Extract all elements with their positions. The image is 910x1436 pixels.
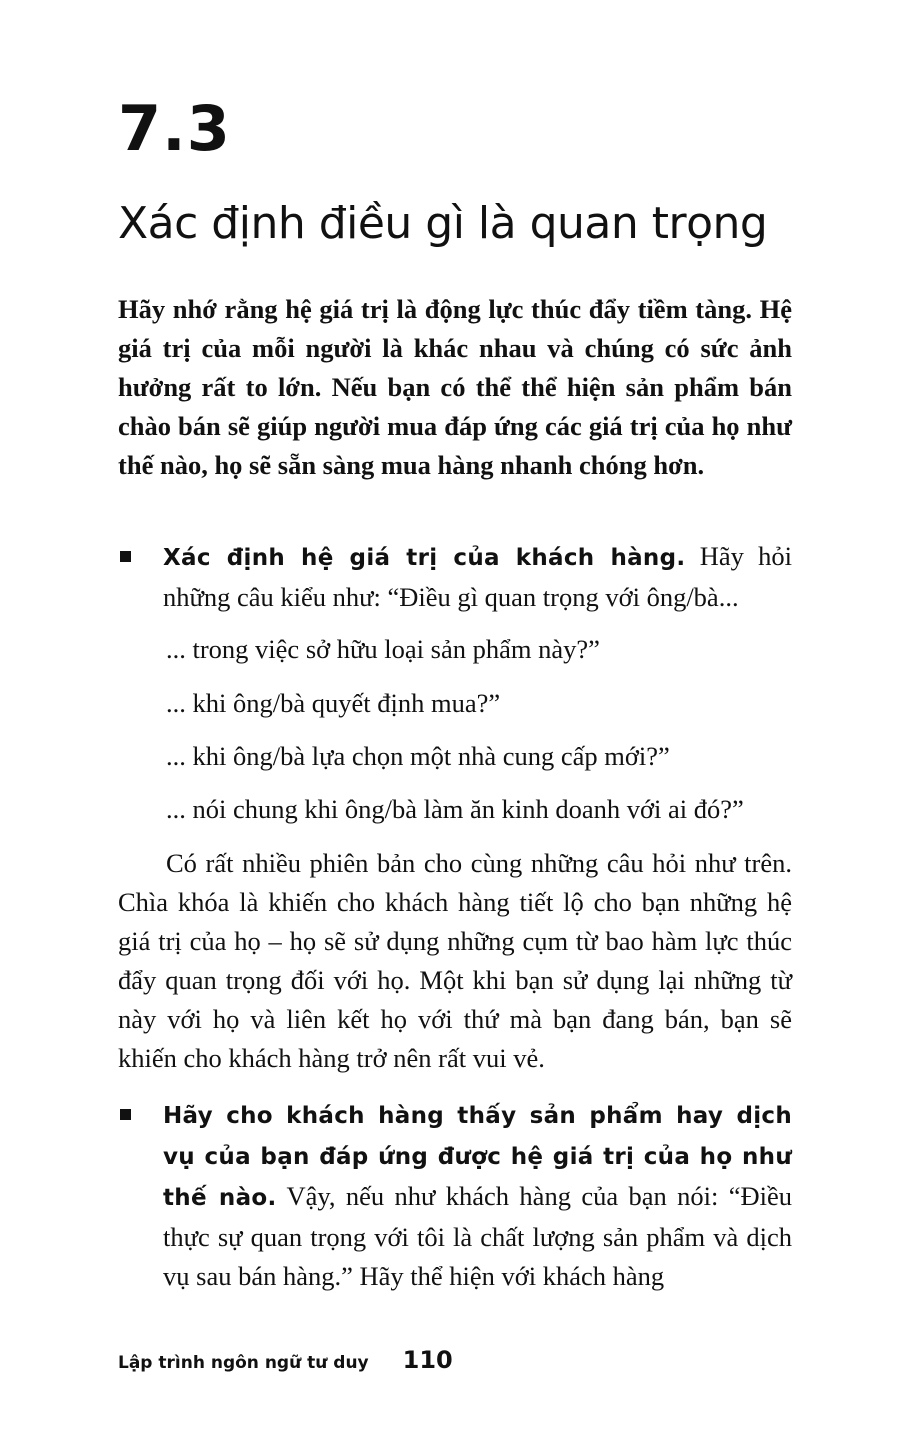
question-line: ... khi ông/bà lựa chọn một nhà cung cấp mới?” bbox=[166, 741, 670, 771]
bullet-lead: Xác định hệ giá trị của khách hàng. bbox=[163, 545, 686, 571]
bullet-body: Hãy hỏi những câu kiểu như: “Điều gì quan trọng với ông/bà... bbox=[163, 541, 793, 612]
bullet-show-product-values bbox=[118, 1095, 792, 1296]
bullet-text bbox=[163, 1095, 792, 1296]
bullet-body: Vậy, nếu như khách hàng của bạn nói: “Điều thực sự quan trọng với tôi là chất lượng sản phẩm và dịch vụ sau bán hàng.” Hãy thể hiện với khách hàng bbox=[163, 1181, 792, 1291]
section-number: 7.3 bbox=[118, 92, 231, 165]
question-line: ... trong việc sở hữu loại sản phẩm này?” bbox=[166, 634, 600, 664]
square-bullet-icon bbox=[120, 551, 131, 562]
book-title-part1: Lập trình bbox=[118, 1353, 205, 1373]
bullet-lead: Hãy cho khách hàng thấy sản phẩm hay dịch vụ của bạn đáp ứng được hệ giá trị của họ như thế nào. bbox=[163, 1103, 792, 1211]
page-number: 110 bbox=[402, 1346, 453, 1374]
book-title bbox=[118, 1353, 369, 1373]
book-title-part2: ngôn ngữ tư duy bbox=[210, 1353, 369, 1373]
section-title: Xác định điều gì là quan trọng bbox=[118, 198, 768, 249]
body-paragraph: Có rất nhiều phiên bản cho cùng những câu hỏi như trên. Chìa khóa là khiến cho khách hàng tiết lộ cho bạn những hệ giá trị của họ – họ sẽ sử dụng những cụm từ bao hàm lực thúc đẩy quan trọng đối với họ. Một khi bạn sử dụng lại những từ này với họ và liên kết họ với thứ mà bạn đang bán, bạn sẽ khiến cho khách hàng trở nên rất vui vẻ. bbox=[118, 848, 792, 1073]
question-line: ... khi ông/bà quyết định mua?” bbox=[166, 688, 501, 718]
intro-paragraph: Hãy nhớ rằng hệ giá trị là động lực thúc đẩy tiềm tàng. Hệ giá trị của mỗi người là khác nhau và chúng có sức ảnh hưởng rất to lớn. Nếu bạn có thể thể hiện sản phẩm bán chào bán sẽ giúp người mua đáp ứng các giá trị của họ như thế nào, họ sẽ sẵn sàng mua hàng nhanh chóng hơn. bbox=[118, 294, 792, 480]
page-footer bbox=[118, 1346, 453, 1374]
square-bullet-icon bbox=[120, 1109, 131, 1120]
question-line: ... nói chung khi ông/bà làm ăn kinh doanh với ai đó?” bbox=[166, 794, 744, 824]
bullet-text bbox=[163, 537, 792, 617]
bullet-identify-values bbox=[118, 537, 792, 617]
